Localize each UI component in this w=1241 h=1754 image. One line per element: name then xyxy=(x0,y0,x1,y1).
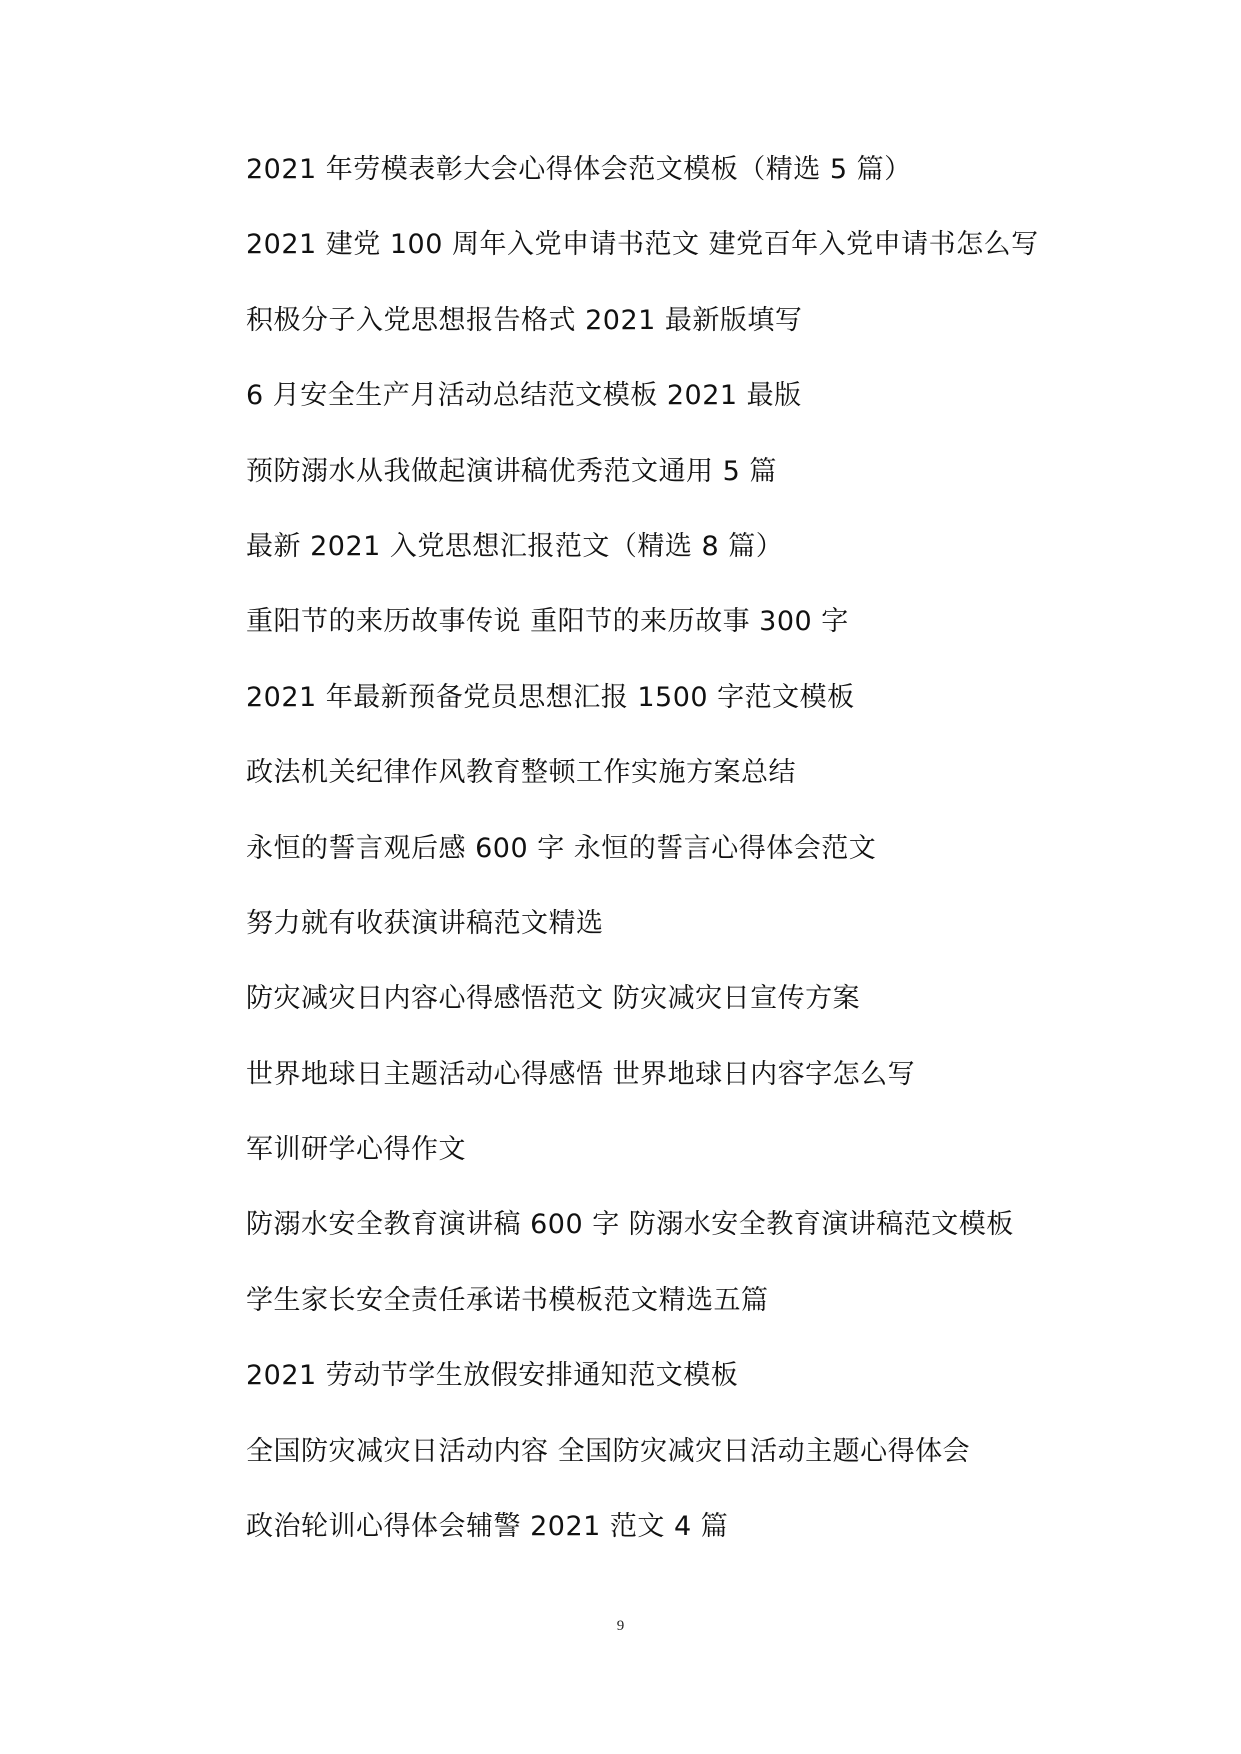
list-item: 永恒的誓言观后感 600 字 永恒的誓言心得体会范文 xyxy=(246,832,877,864)
list-item: 政治轮训心得体会辅警 2021 范文 4 篇 xyxy=(246,1511,729,1543)
list-item: 6 月安全生产月活动总结范文模板 2021 最版 xyxy=(246,380,802,412)
list-item: 积极分子入党思想报告格式 2021 最新版填写 xyxy=(246,304,803,336)
list-item: 重阳节的来历故事传说 重阳节的来历故事 300 字 xyxy=(246,606,849,638)
list-item: 2021 建党 100 周年入党申请书范文 建党百年入党申请书怎么写 xyxy=(246,229,1039,261)
article-title-list xyxy=(246,145,1106,1577)
page-number: 9 xyxy=(616,1618,625,1634)
list-item: 学生家长安全责任承诺书模板范文精选五篇 xyxy=(246,1284,769,1316)
list-item: 2021 劳动节学生放假安排通知范文模板 xyxy=(246,1360,739,1392)
list-item: 政法机关纪律作风教育整顿工作实施方案总结 xyxy=(246,757,796,789)
list-item: 全国防灾减灾日活动内容 全国防灾减灾日活动主题心得体会 xyxy=(246,1435,971,1467)
list-item: 世界地球日主题活动心得感悟 世界地球日内容字怎么写 xyxy=(246,1058,916,1090)
list-item: 预防溺水从我做起演讲稿优秀范文通用 5 篇 xyxy=(246,455,777,487)
list-item: 2021 年劳模表彰大会心得体会范文模板（精选 5 篇） xyxy=(246,154,912,185)
list-item: 防溺水安全教育演讲稿 600 字 防溺水安全教育演讲稿范文模板 xyxy=(246,1209,1014,1241)
list-item: 努力就有收获演讲稿范文精选 xyxy=(246,907,604,939)
list-item: 2021 年最新预备党员思想汇报 1500 字范文模板 xyxy=(246,681,855,713)
list-item: 防灾减灾日内容心得感悟范文 防灾减灾日宣传方案 xyxy=(246,983,861,1015)
list-item: 最新 2021 入党思想汇报范文（精选 8 篇） xyxy=(246,530,784,562)
list-item: 军训研学心得作文 xyxy=(246,1134,466,1166)
